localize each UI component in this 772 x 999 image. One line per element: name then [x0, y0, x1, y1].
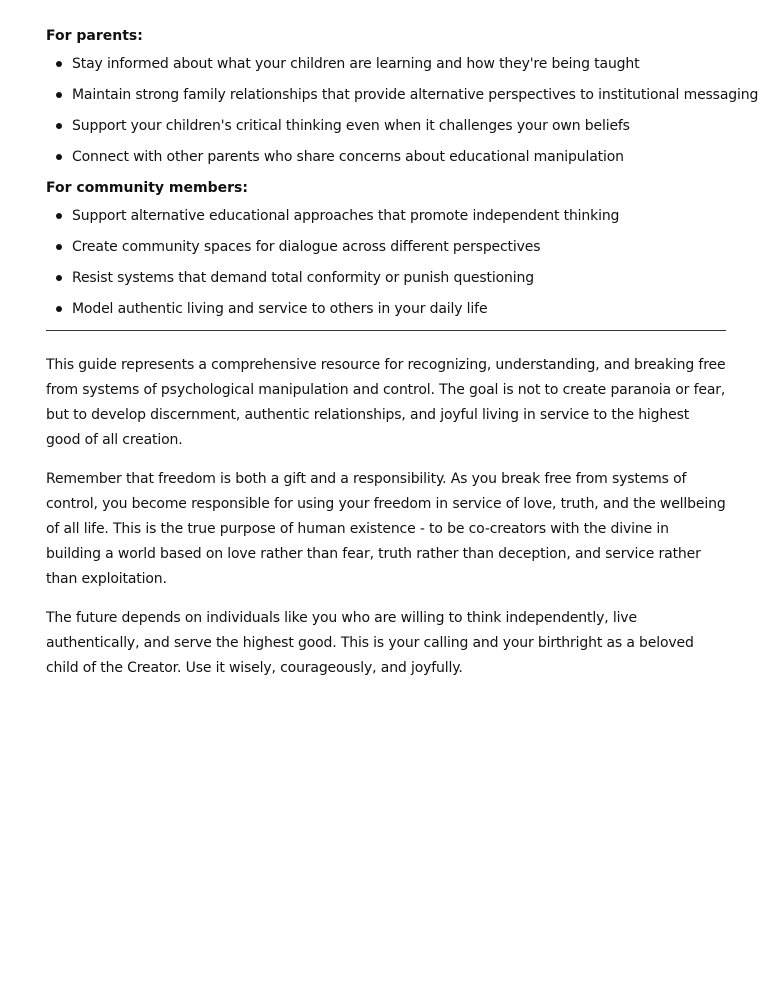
bullet-icon	[56, 213, 62, 219]
parents-heading: For parents:	[46, 28, 143, 44]
list-item-text: Support alternative educational approaches that promote independent thinking	[72, 208, 620, 224]
list-item	[72, 299, 726, 319]
list-item	[72, 147, 726, 167]
bullet-icon	[56, 154, 62, 160]
bullet-icon	[56, 92, 62, 98]
list-item	[72, 54, 726, 74]
community-list	[46, 206, 726, 319]
list-item	[72, 206, 726, 226]
list-item	[72, 268, 726, 288]
closing-paragraph: Remember that freedom is both a gift and a responsibility. As you break free from systems of control, you become responsible for using your freedom in service of love, truth, and the wellbeing of all life. This is the true purpose of human existence - to be co-creators with the divine in building a world based on love rather than fear, truth rather than deception, and service rather than exploitation.	[46, 471, 726, 587]
list-item-text: Model authentic living and service to others in your daily life	[72, 301, 488, 317]
list-item-text: Resist systems that demand total conformity or punish questioning	[72, 270, 534, 286]
horizontal-divider	[46, 330, 726, 331]
bullet-icon	[56, 61, 62, 67]
list-item	[72, 116, 726, 136]
parents-list	[46, 54, 759, 167]
list-item-text: Connect with other parents who share concerns about educational manipulation	[72, 149, 624, 165]
closing-paragraph: This guide represents a comprehensive resource for recognizing, understanding, and breaking free from systems of psychological manipulation and control. The goal is not to create paranoia or fear, but to develop discernment, authentic relationships, and joyful living in service to the highest good of all creation.	[46, 357, 726, 448]
bullet-icon	[56, 123, 62, 129]
list-item	[72, 85, 759, 105]
bullet-icon	[56, 306, 62, 312]
list-item-text: Maintain strong family relationships that provide alternative perspectives to institutional messaging	[72, 87, 759, 103]
list-item-text: Support your children's critical thinking even when it challenges your own beliefs	[72, 118, 630, 134]
list-item-text: Create community spaces for dialogue across different perspectives	[72, 239, 541, 255]
bullet-icon	[56, 244, 62, 250]
list-item	[72, 237, 726, 257]
list-item-text: Stay informed about what your children are learning and how they're being taught	[72, 56, 640, 72]
community-heading: For community members:	[46, 180, 248, 196]
closing-paragraph: The future depends on individuals like you who are willing to think independently, live authentically, and serve the highest good. This is your calling and your birthright as a beloved child of the Creator. Use it wisely, courageously, and joyfully.	[46, 610, 694, 676]
bullet-icon	[56, 275, 62, 281]
